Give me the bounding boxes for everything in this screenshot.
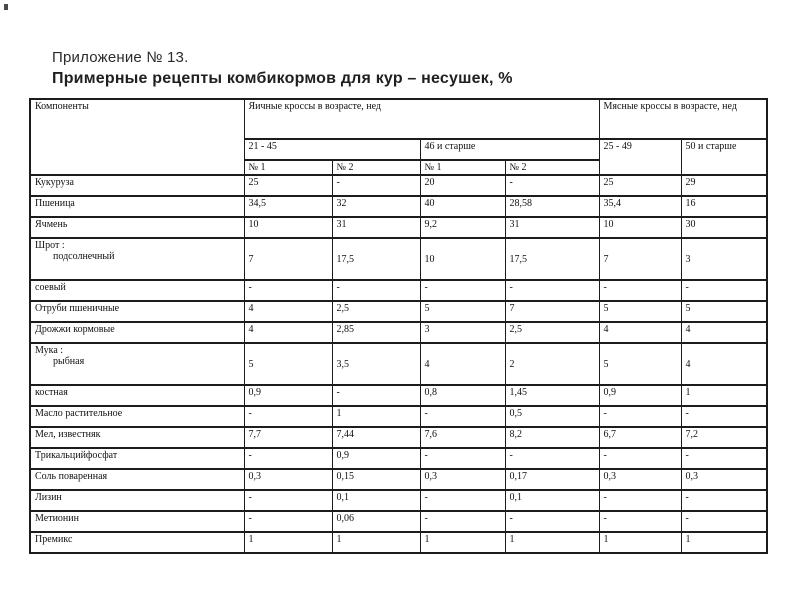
- value-cell: 2: [505, 343, 599, 385]
- component-label-main: Мука :: [35, 345, 64, 356]
- value-cell: 0,06: [332, 511, 420, 532]
- value-cell: -: [681, 448, 767, 469]
- value-cell: 20: [420, 175, 505, 196]
- value-cell: 1: [332, 406, 420, 427]
- table-row: [30, 322, 767, 343]
- table-row: [30, 469, 767, 490]
- value-cell: 31: [332, 217, 420, 238]
- value-cell: -: [505, 511, 599, 532]
- value-cell: 3: [420, 322, 505, 343]
- table-row: [30, 490, 767, 511]
- table-row: [30, 448, 767, 469]
- column-header-meat-age-25-49: 25 - 49: [599, 139, 681, 175]
- value-cell: 0,3: [420, 469, 505, 490]
- value-cell: 7,2: [681, 427, 767, 448]
- value-cell: 25: [244, 175, 332, 196]
- value-cell: -: [505, 175, 599, 196]
- value-cell: 4: [681, 322, 767, 343]
- value-cell: -: [244, 448, 332, 469]
- value-cell: 7,7: [244, 427, 332, 448]
- value-cell: -: [681, 490, 767, 511]
- component-label-sub: подсолнечный: [53, 251, 115, 262]
- value-cell: 16: [681, 196, 767, 217]
- value-cell: 4: [681, 343, 767, 385]
- title-block: [52, 49, 513, 88]
- value-cell: 1: [332, 532, 420, 553]
- value-cell: 32: [332, 196, 420, 217]
- value-cell: 0,1: [332, 490, 420, 511]
- value-cell: 4: [244, 322, 332, 343]
- value-cell: 6,7: [599, 427, 681, 448]
- value-cell: 2,5: [505, 322, 599, 343]
- value-cell: 0,3: [599, 469, 681, 490]
- component-label: Мел, известняк: [30, 427, 244, 448]
- column-header-recipe-2: № 2: [332, 160, 420, 175]
- value-cell: 0,17: [505, 469, 599, 490]
- component-label: соевый: [30, 280, 244, 301]
- value-cell: -: [332, 280, 420, 301]
- value-cell: 1: [420, 532, 505, 553]
- column-header-components: Компоненты: [30, 99, 244, 175]
- component-label: Трикальцийфосфат: [30, 448, 244, 469]
- value-cell: 7: [505, 301, 599, 322]
- column-header-egg-age-46plus: 46 и старше: [420, 139, 599, 160]
- value-cell: 30: [681, 217, 767, 238]
- table-row: [30, 196, 767, 217]
- table-row: [30, 532, 767, 553]
- value-cell: 10: [244, 217, 332, 238]
- value-cell: -: [599, 280, 681, 301]
- value-cell: 0,1: [505, 490, 599, 511]
- value-cell: 0,9: [244, 385, 332, 406]
- value-cell: 5: [681, 301, 767, 322]
- header-row-groups: [30, 99, 767, 139]
- value-cell: -: [505, 448, 599, 469]
- value-cell: 0,3: [244, 469, 332, 490]
- component-label-sub: рыбная: [53, 356, 85, 367]
- value-cell: 7: [599, 238, 681, 280]
- value-cell: -: [420, 511, 505, 532]
- table-row: [30, 175, 767, 196]
- table-row: [30, 280, 767, 301]
- value-cell: 0,9: [332, 448, 420, 469]
- column-header-meat-age-50plus: 50 и старше: [681, 139, 767, 175]
- component-label-main: Шрот :: [35, 240, 65, 251]
- value-cell: -: [681, 511, 767, 532]
- value-cell: 0,3: [681, 469, 767, 490]
- table-row: [30, 217, 767, 238]
- value-cell: 0,9: [599, 385, 681, 406]
- column-header-recipe-1: № 1: [244, 160, 332, 175]
- value-cell: 28,58: [505, 196, 599, 217]
- table-row: [30, 343, 767, 385]
- component-label: Ячмень: [30, 217, 244, 238]
- value-cell: -: [420, 490, 505, 511]
- value-cell: 1: [599, 532, 681, 553]
- value-cell: 17,5: [332, 238, 420, 280]
- component-label: Отруби пшеничные: [30, 301, 244, 322]
- column-group-egg-crosses: Яичные кроссы в возрасте, нед: [244, 99, 599, 139]
- component-label: Пшеница: [30, 196, 244, 217]
- value-cell: 4: [244, 301, 332, 322]
- page-title: Примерные рецепты комбикормов для кур – несушек, %: [52, 70, 513, 87]
- value-cell: 8,2: [505, 427, 599, 448]
- value-cell: -: [332, 385, 420, 406]
- value-cell: 2,85: [332, 322, 420, 343]
- table-row: [30, 406, 767, 427]
- value-cell: -: [332, 175, 420, 196]
- value-cell: 1: [505, 532, 599, 553]
- value-cell: -: [599, 511, 681, 532]
- component-label: Масло растительное: [30, 406, 244, 427]
- value-cell: 7: [244, 238, 332, 280]
- value-cell: -: [420, 448, 505, 469]
- value-cell: 31: [505, 217, 599, 238]
- value-cell: 4: [420, 343, 505, 385]
- value-cell: -: [505, 280, 599, 301]
- value-cell: 7,44: [332, 427, 420, 448]
- value-cell: -: [420, 280, 505, 301]
- value-cell: -: [599, 490, 681, 511]
- value-cell: 10: [599, 217, 681, 238]
- appendix-label: Приложение № 13.: [52, 49, 189, 66]
- value-cell: 1,45: [505, 385, 599, 406]
- value-cell: 17,5: [505, 238, 599, 280]
- column-header-egg-age-21-45: 21 - 45: [244, 139, 420, 160]
- value-cell: -: [244, 406, 332, 427]
- value-cell: 9,2: [420, 217, 505, 238]
- component-label: Премикс: [30, 532, 244, 553]
- table-row: [30, 511, 767, 532]
- component-label: Лизин: [30, 490, 244, 511]
- component-label: костная: [30, 385, 244, 406]
- feed-recipes-table: [29, 98, 768, 554]
- value-cell: 29: [681, 175, 767, 196]
- value-cell: -: [681, 280, 767, 301]
- value-cell: -: [681, 406, 767, 427]
- value-cell: 35,4: [599, 196, 681, 217]
- value-cell: 5: [599, 301, 681, 322]
- table-row: [30, 238, 767, 280]
- column-group-meat-crosses: Мясные кроссы в возрасте, нед: [599, 99, 767, 139]
- value-cell: 5: [244, 343, 332, 385]
- value-cell: 40: [420, 196, 505, 217]
- value-cell: 25: [599, 175, 681, 196]
- value-cell: -: [244, 511, 332, 532]
- value-cell: 5: [420, 301, 505, 322]
- table-row: [30, 385, 767, 406]
- value-cell: 3,5: [332, 343, 420, 385]
- table-row: [30, 301, 767, 322]
- value-cell: 1: [681, 532, 767, 553]
- component-label: [30, 343, 244, 385]
- value-cell: -: [420, 406, 505, 427]
- value-cell: 1: [244, 532, 332, 553]
- value-cell: 34,5: [244, 196, 332, 217]
- value-cell: 1: [681, 385, 767, 406]
- value-cell: -: [599, 448, 681, 469]
- value-cell: 10: [420, 238, 505, 280]
- value-cell: 2,5: [332, 301, 420, 322]
- value-cell: 0,15: [332, 469, 420, 490]
- table-row: [30, 427, 767, 448]
- value-cell: -: [244, 280, 332, 301]
- value-cell: 3: [681, 238, 767, 280]
- value-cell: 4: [599, 322, 681, 343]
- value-cell: -: [244, 490, 332, 511]
- column-header-recipe-2b: № 2: [505, 160, 599, 175]
- column-header-recipe-1b: № 1: [420, 160, 505, 175]
- value-cell: 0,5: [505, 406, 599, 427]
- value-cell: 0,8: [420, 385, 505, 406]
- stray-dot-icon: [4, 4, 8, 10]
- value-cell: 7,6: [420, 427, 505, 448]
- component-label: Кукуруза: [30, 175, 244, 196]
- component-label: Соль поваренная: [30, 469, 244, 490]
- table-body: [30, 175, 767, 553]
- component-label: [30, 238, 244, 280]
- component-label: Метионин: [30, 511, 244, 532]
- value-cell: -: [599, 406, 681, 427]
- value-cell: 5: [599, 343, 681, 385]
- component-label: Дрожжи кормовые: [30, 322, 244, 343]
